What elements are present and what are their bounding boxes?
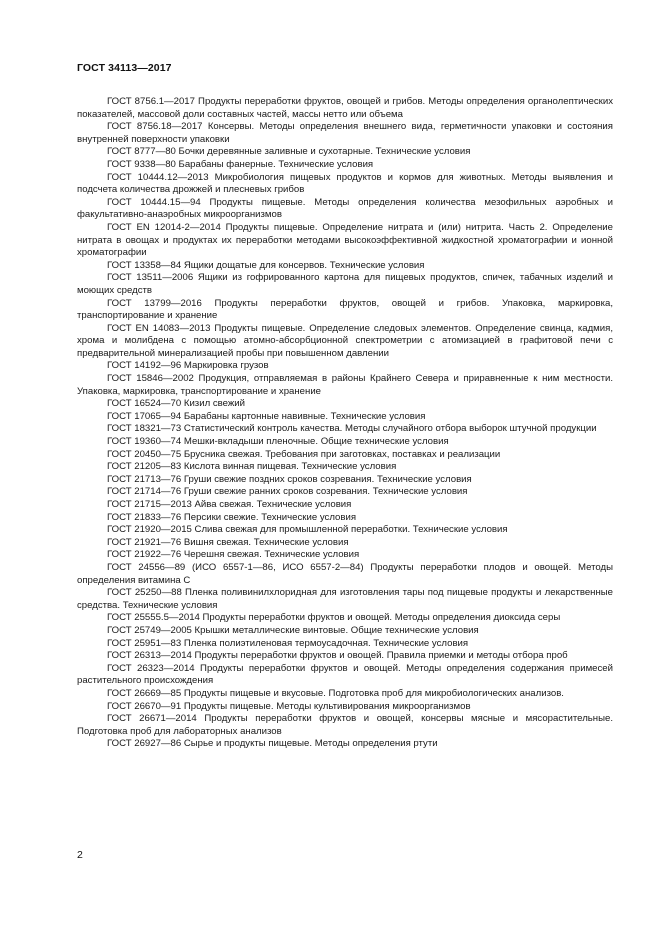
reference-entry: ГОСТ 21833—76 Персики свежие. Технические условия bbox=[107, 511, 357, 523]
reference-entry: ГОСТ 26670—91 Продукты пищевые. Методы культивирования микроорганизмов bbox=[107, 700, 471, 712]
reference-entry: ГОСТ 26323—2014 Продукты переработки фруктов и овощей. Методы определения содержания примесей растительного происхождения bbox=[77, 662, 613, 687]
reference-entry: ГОСТ EN 12014-2—2014 Продукты пищевые. Определение нитрата и (или) нитрита. Часть 2. Определение нитрата в овощах и продуктах их переработки методами высокоэффективной жидкостной хроматографии и ионной хроматографии bbox=[77, 221, 613, 259]
reference-entry: ГОСТ 8756.18—2017 Консервы. Методы определения внешнего вида, герметичности упаковки и состояния внутренней поверхности упаковки bbox=[77, 121, 613, 145]
reference-entry: ГОСТ 10444.12—2013 Микробиология пищевых продуктов и кормов для животных. Методы выявления и подсчета количества дрожжей и плесневых грибов bbox=[77, 171, 613, 196]
reference-entry: ГОСТ 20450—75 Брусника свежая. Требования при заготовках, поставках и реализации bbox=[107, 448, 501, 460]
reference-entry: ГОСТ 21920—2015 Слива свежая для промышленной переработки. Технические условия bbox=[107, 524, 508, 536]
reference-entry: ГОСТ 21922—76 Черешня свежая. Технические условия bbox=[107, 549, 360, 561]
reference-entry: ГОСТ 19360—74 Мешки-вкладыши пленочные. Общие технические условия bbox=[107, 436, 449, 448]
reference-entry: ГОСТ 10444.15—94 Продукты пищевые. Методы определения количества мезофильных аэробных и факультативно-анаэробных микроорганизмов bbox=[77, 196, 613, 221]
normative-references-list bbox=[77, 96, 613, 751]
reference-entry: ГОСТ 14192—96 Маркировка грузов bbox=[107, 360, 269, 372]
reference-entry: ГОСТ 25555.5—2014 Продукты переработки фруктов и овощей. Методы определения диоксида серы bbox=[107, 612, 561, 624]
reference-entry: ГОСТ 9338—80 Барабаны фанерные. Технические условия bbox=[107, 158, 374, 170]
reference-entry: ГОСТ 26927—86 Сырье и продукты пищевые. Методы определения ртути bbox=[107, 738, 438, 750]
reference-entry: ГОСТ 21713—76 Груши свежие поздних сроков созревания. Технические условия bbox=[107, 473, 472, 485]
reference-entry: ГОСТ 24556—89 (ИСО 6557-1—86, ИСО 6557-2—84) Продукты переработки плодов и овощей. Методы определения витамина С bbox=[77, 561, 613, 586]
reference-entry: ГОСТ 18321—73 Статистический контроль качества. Методы случайного отбора выборок штучной продукции bbox=[107, 423, 597, 435]
reference-entry: ГОСТ 21921—76 Вишня свежая. Технические условия bbox=[107, 536, 349, 548]
reference-entry: ГОСТ 26671—2014 Продукты переработки фруктов и овощей, консервы мясные и мясорастительные. Подготовка проб для лабораторных анализов bbox=[77, 713, 613, 737]
reference-entry: ГОСТ 25749—2005 Крышки металлические винтовые. Общие технические условия bbox=[107, 624, 479, 636]
reference-entry: ГОСТ 25250—88 Пленка поливинилхлоридная для изготовления тары под пищевые продукты и лекарственные средства. Технические условия bbox=[77, 587, 613, 611]
reference-entry: ГОСТ 17065—94 Барабаны картонные навивные. Технические условия bbox=[107, 410, 426, 422]
reference-entry: ГОСТ 26669—85 Продукты пищевые и вкусовые. Подготовка проб для микробиологических анализов. bbox=[107, 687, 564, 699]
reference-entry: ГОСТ 8777—80 Бочки деревянные заливные и сухотарные. Технические условия bbox=[107, 146, 471, 158]
reference-entry: ГОСТ 15846—2002 Продукция, отправляемая в районы Крайнего Севера и приравненные к ним местности. Упаковка, маркировка, транспортирование и хранение bbox=[77, 373, 613, 397]
page-number: 2 bbox=[77, 849, 83, 861]
reference-entry: ГОСТ 13358—84 Ящики дощатые для консервов. Технические условия bbox=[107, 259, 425, 271]
reference-entry: ГОСТ 13799—2016 Продукты переработки фруктов, овощей и грибов. Упаковка, маркировка, транспортирование и хранение bbox=[77, 297, 613, 322]
reference-entry: ГОСТ 26313—2014 Продукты переработки фруктов и овощей. Правила приемки и методы отбора проб bbox=[107, 650, 568, 662]
reference-entry: ГОСТ 21714—76 Груши свежие ранних сроков созревания. Технические условия bbox=[107, 486, 468, 498]
document-code-header: ГОСТ 34113—2017 bbox=[77, 62, 172, 74]
reference-entry: ГОСТ 8756.1—2017 Продукты переработки фруктов, овощей и грибов. Методы определения органолептических показателей, массовой доли составных частей, массы нетто или объема bbox=[77, 96, 613, 120]
reference-entry: ГОСТ 16524—70 Кизил свежий bbox=[107, 398, 245, 410]
reference-entry: ГОСТ 25951—83 Пленка полиэтиленовая термоусадочная. Технические условия bbox=[107, 637, 469, 649]
reference-entry: ГОСТ EN 14083—2013 Продукты пищевые. Определение следовых элементов. Определение свинца, кадмия, хрома и молибдена с помощью атомно-абсорбционной спектрометрии с атомизацией в графитовой печи с предварительной минерализацией пробы при повышенном давлении bbox=[77, 322, 613, 359]
reference-entry: ГОСТ 13511—2006 Ящики из гофрированного картона для пищевых продуктов, спичек, табачных изделий и моющих средств bbox=[77, 272, 613, 296]
reference-entry: ГОСТ 21205—83 Кислота винная пищевая. Технические условия bbox=[107, 461, 397, 473]
reference-entry: ГОСТ 21715—2013 Айва свежая. Технические условия bbox=[107, 499, 352, 510]
